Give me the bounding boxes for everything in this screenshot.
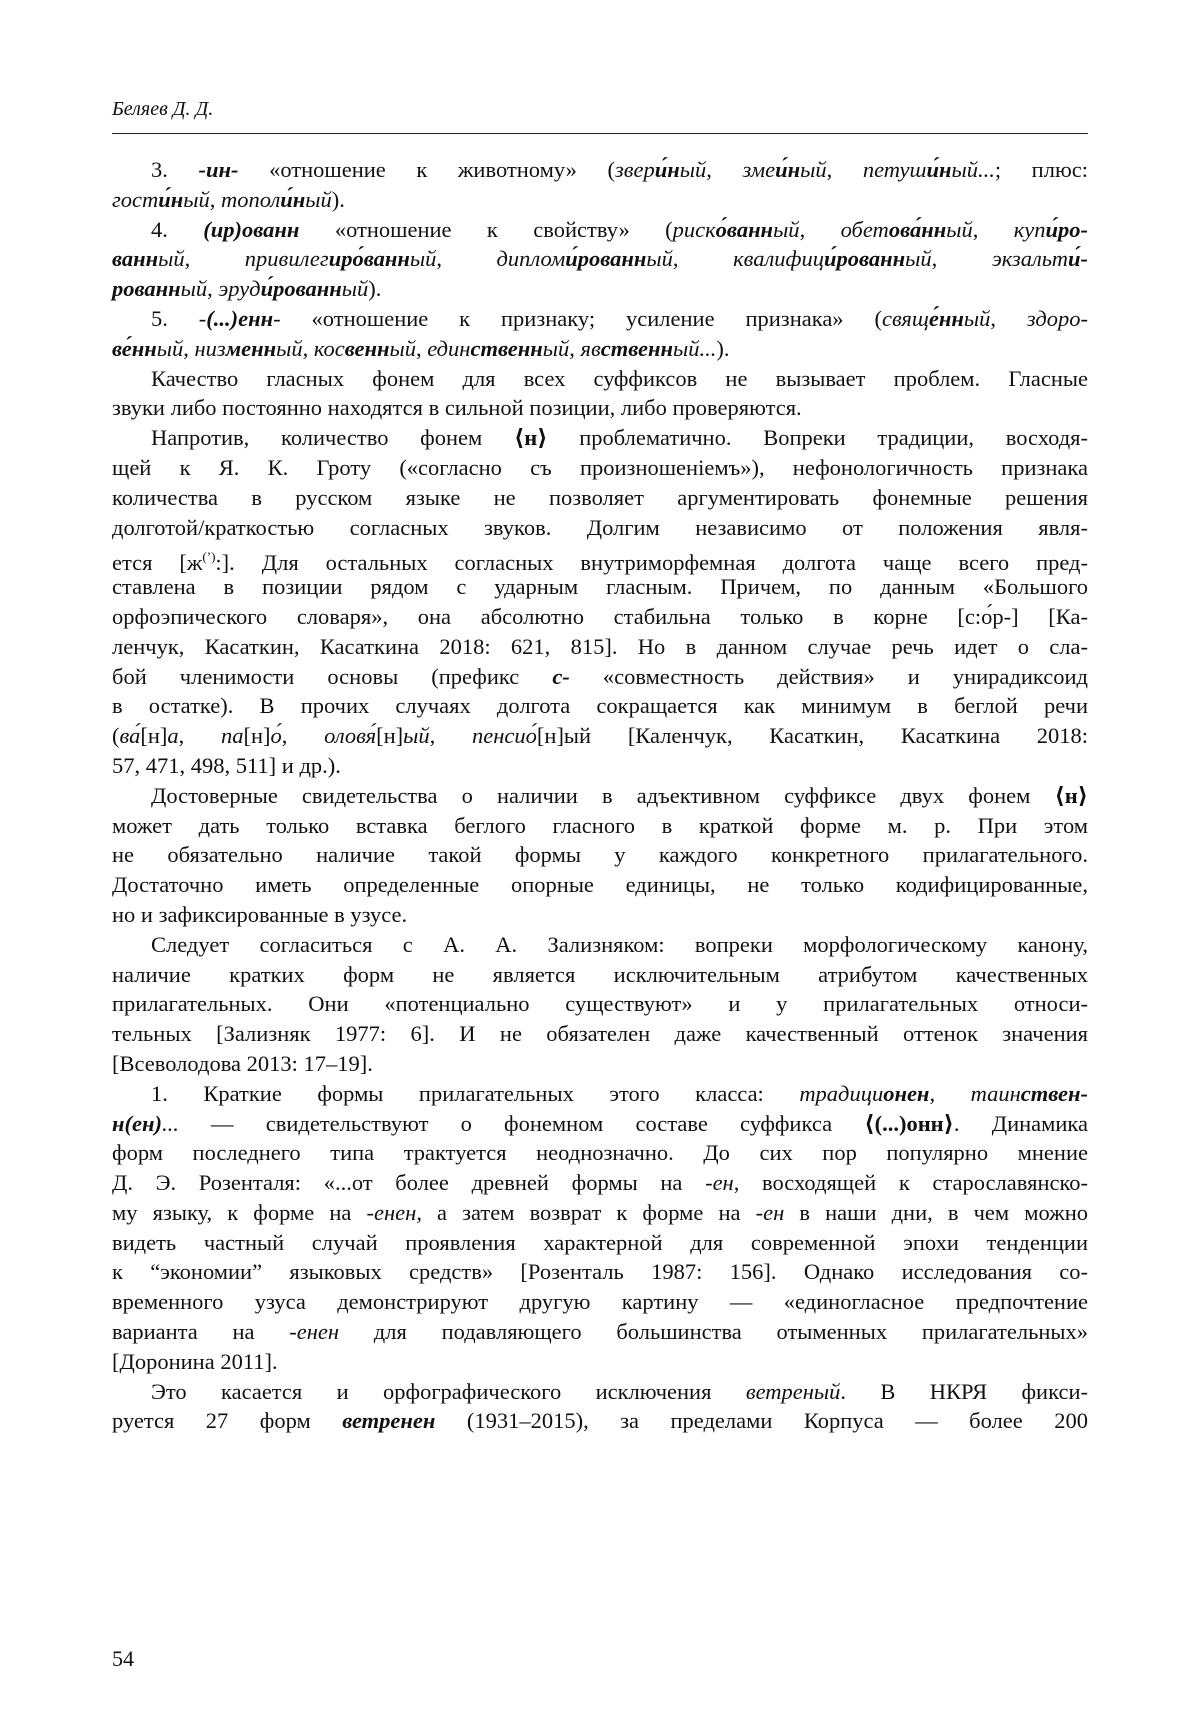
- text-run: ый: [341, 276, 369, 302]
- text-run: ⟨н⟩: [1054, 782, 1088, 808]
- text-run: и́н: [926, 157, 952, 182]
- text-run: -енен: [366, 1199, 417, 1225]
- text-line: [112, 1079, 1088, 1109]
- text-line: [112, 393, 1088, 423]
- text-run: ; плюс:: [994, 157, 1088, 182]
- text-run: ствен-: [1020, 1080, 1088, 1106]
- running-header: Беляев Д. Д.: [112, 98, 214, 120]
- text-line: [112, 453, 1088, 483]
- text-run: ый...: [951, 157, 995, 182]
- text-run: (ʼ): [202, 549, 216, 565]
- text-run: 5. -: [151, 305, 207, 331]
- text-run: (...)енн: [206, 305, 274, 331]
- text-run: обет: [840, 216, 889, 242]
- text-line: [112, 811, 1088, 841]
- paragraph: [112, 1079, 1088, 1377]
- text-run: проблематично. Вопреки традиции, восходя-: [547, 425, 1088, 451]
- text-run: кос: [313, 335, 345, 361]
- text-run: ставлена в позиции рядом с ударным гласным. Причем, по данным «Большого: [112, 574, 1088, 600]
- text-line: [112, 1347, 1088, 1377]
- text-run: :]. Для остальных согласных внутриморфемная долгота чаще всего пред-: [215, 550, 1089, 576]
- text-run: прилагательных. Они «потенциально существуют» и у прилагательных относи-: [112, 991, 1088, 1017]
- text-run: ве́нн: [112, 335, 157, 361]
- text-run: эруд: [218, 276, 261, 302]
- text-run: петуш: [862, 157, 927, 182]
- text-run: ,: [569, 335, 581, 361]
- text-run: 57, 471, 498, 511] и др.).: [112, 752, 341, 778]
- text-run: варианта на: [112, 1319, 290, 1345]
- text-line: [112, 185, 1088, 215]
- text-run: ется [ж: [112, 550, 203, 576]
- text-run: [н]: [140, 723, 168, 749]
- text-run: [Всеволодова 2013: 17–19].: [112, 1050, 373, 1076]
- text-line: [112, 1138, 1088, 1168]
- text-run: 4.: [151, 216, 204, 242]
- text-run: иро́ванн: [328, 246, 410, 272]
- text-run: онен: [883, 1080, 930, 1106]
- text-run: ,: [429, 723, 473, 749]
- text-run: ,: [416, 335, 428, 361]
- text-run: гост: [112, 186, 159, 212]
- text-line: [112, 870, 1088, 900]
- text-run: «отношение к животному» (: [238, 157, 615, 182]
- text-run: и́н: [775, 157, 801, 182]
- text-run: ).: [716, 335, 730, 361]
- text-line: [112, 662, 1088, 692]
- text-run: ова́нн: [888, 216, 947, 242]
- text-line: [112, 989, 1088, 1019]
- text-run: орфоэпического словаря», она абсолютно стабильна только в корне [с:о́р-] [Ка-: [112, 603, 1088, 629]
- text-line: [112, 691, 1088, 721]
- text-line: [112, 1228, 1088, 1258]
- text-run: 1. Краткие формы прилагательных этого класса:: [151, 1080, 800, 1106]
- text-line: [112, 781, 1088, 811]
- text-run: количества в русском языке не позволяет аргументировать фонемные решения: [112, 484, 1088, 510]
- text-run: и́н: [280, 186, 306, 212]
- text-line: [112, 334, 1088, 364]
- text-run: щей к Я. К. Гроту («согласно съ произношеніемъ»), нефонологичность признака: [112, 454, 1088, 480]
- text-run: ветренен: [342, 1408, 436, 1434]
- text-run: топол: [221, 186, 281, 212]
- text-run: ,: [281, 723, 325, 749]
- paragraph: [112, 1377, 1088, 1437]
- text-run: . Динамика: [953, 1110, 1089, 1136]
- text-run: руется 27 форм: [112, 1408, 343, 1434]
- text-run: не обязательно наличие такой формы у каждого конкретного прилагательного.: [112, 842, 1088, 868]
- text-run: и́н: [158, 186, 184, 212]
- text-run: н(ен): [112, 1110, 162, 1136]
- paragraph: [112, 155, 1088, 215]
- text-run: ветрен: [745, 1378, 814, 1404]
- text-run: [н]: [243, 723, 271, 749]
- text-run: рованн: [112, 276, 181, 302]
- text-run: куп: [1013, 216, 1046, 242]
- text-line: [112, 1257, 1088, 1287]
- text-line: [112, 1109, 1088, 1139]
- text-run: (1931–2015), за пределами Корпуса — более 200: [435, 1408, 1088, 1434]
- text-run: о́: [270, 723, 282, 749]
- text-line: [112, 155, 1088, 185]
- text-run: един: [427, 335, 471, 361]
- text-run: ый: [389, 335, 416, 361]
- text-line: [112, 900, 1088, 930]
- text-line: [112, 274, 1088, 304]
- body-text: [112, 155, 1088, 1436]
- paragraph: [112, 423, 1088, 781]
- text-run: ,: [436, 246, 497, 272]
- text-run: бой членимости основы (префикс: [112, 663, 553, 689]
- text-run: звуки либо постоянно находятся в сильной позиции, либо проверяются.: [112, 395, 802, 421]
- text-run: ,: [178, 723, 222, 749]
- text-run: ый: [800, 157, 827, 182]
- text-run: ый: [156, 335, 184, 361]
- text-run: ,: [990, 305, 1027, 331]
- text-run: традици: [799, 1080, 884, 1106]
- text-run: но и зафиксированные в узусе.: [112, 901, 408, 927]
- text-run: ,: [302, 335, 314, 361]
- text-run: ый: [963, 305, 991, 331]
- header-rule: [112, 133, 1088, 134]
- text-line: [112, 542, 1089, 576]
- text-run: — свидетельствуют о фонемном составе суффикса: [178, 1110, 865, 1136]
- paragraph: [112, 215, 1088, 304]
- text-line: [112, 572, 1088, 602]
- text-run: ,: [672, 246, 734, 272]
- text-run: ва́: [119, 723, 141, 749]
- text-run: па: [221, 723, 244, 749]
- text-run: [н]ый [Каленчук, Касаткин, Касаткина 2018:: [536, 723, 1089, 749]
- text-run: Напротив, количество фонем: [151, 425, 514, 451]
- text-run: ый: [813, 1378, 841, 1404]
- text-run: низ: [194, 335, 226, 361]
- text-run: ,: [183, 335, 195, 361]
- text-line: [112, 751, 1088, 781]
- text-run: (: [112, 723, 120, 749]
- paragraph: [112, 930, 1088, 1079]
- text-run: таин: [970, 1080, 1021, 1106]
- text-run: е́нн: [928, 305, 964, 331]
- text-run: ый: [158, 246, 185, 272]
- text-run: - «отношение к признаку; усиление признака» (: [273, 305, 882, 331]
- text-run: и́рованн: [565, 246, 647, 272]
- text-run: ,: [184, 246, 245, 272]
- text-run: , восходящей к старославянско-: [733, 1170, 1088, 1196]
- text-line: [112, 1019, 1088, 1049]
- text-line: [112, 423, 1088, 453]
- text-run: ленчук, Касаткин, Касаткина 2018: 621, 815]. Но в данном случае речь идет о сла-: [112, 633, 1088, 659]
- text-line: [112, 364, 1088, 394]
- text-run: яв: [580, 335, 601, 361]
- text-run: му языку, к форме на: [112, 1199, 367, 1225]
- text-line: [112, 930, 1088, 960]
- text-line: [112, 960, 1088, 990]
- text-line: [112, 1317, 1088, 1347]
- text-run: «отношение к свойству» (: [299, 216, 673, 242]
- text-run: ый: [183, 186, 210, 212]
- text-line: [112, 215, 1088, 245]
- text-run: оловя́: [324, 723, 377, 749]
- text-run: ,: [931, 246, 992, 272]
- text-run: ).: [331, 186, 345, 212]
- text-run: ый: [679, 157, 707, 182]
- text-line: [112, 602, 1088, 632]
- text-run: ).: [368, 276, 382, 302]
- text-run: видеть частный случай проявления характерной для современной эпохи тенденции: [112, 1229, 1088, 1255]
- text-run: . В НКРЯ фикси-: [840, 1378, 1088, 1404]
- text-run: форм последнего типа трактуется неоднозначно. До сих пор популярно мнение: [112, 1140, 1088, 1166]
- text-run: ,: [929, 1080, 971, 1106]
- paragraph: [112, 304, 1088, 364]
- text-run: и́рованн: [260, 276, 342, 302]
- paragraph: [112, 364, 1088, 424]
- text-run: менн: [225, 335, 277, 361]
- paragraph: [112, 781, 1088, 930]
- text-run: ый: [946, 216, 973, 242]
- text-run: зме: [742, 157, 776, 182]
- text-run: «совместность действия» и унирадиксоид: [569, 663, 1088, 689]
- text-run: (ир)ованн: [203, 216, 300, 242]
- text-line: [112, 632, 1088, 662]
- text-run: ственн: [600, 335, 673, 361]
- text-run: ый: [276, 335, 303, 361]
- text-run: наличие кратких форм не является исключительным атрибутом качественных: [112, 961, 1088, 987]
- text-line: [112, 1049, 1088, 1079]
- text-line: [112, 1168, 1088, 1198]
- text-run: ,: [706, 157, 743, 182]
- text-run: ый: [773, 216, 800, 242]
- text-run: [Доронина 2011].: [112, 1348, 278, 1374]
- text-run: и́ро-: [1045, 216, 1089, 242]
- text-run: квалифиц: [733, 246, 824, 272]
- text-line: [112, 1287, 1088, 1317]
- text-run: -ин-: [198, 157, 239, 182]
- text-line: [112, 840, 1088, 870]
- text-run: Качество гласных фонем для всех суффиксов не вызывает проблем. Гласные: [151, 365, 1088, 391]
- text-run: диплом: [496, 246, 566, 272]
- text-run: , а затем возврат к форме на: [416, 1199, 756, 1225]
- text-run: риск: [672, 216, 716, 242]
- text-run: -ен: [705, 1170, 734, 1196]
- text-line: [112, 1198, 1088, 1228]
- text-run: 3.: [151, 157, 199, 182]
- text-run: пенсио́: [472, 723, 537, 749]
- text-run: к “экономии” языковых средств» [Розенталь 1987: 156]. Однако исследования со-: [112, 1259, 1088, 1285]
- text-run: о́ванн: [715, 216, 774, 242]
- text-run: Следует согласиться с А. А. Зализняком: вопреки морфологическому канону,: [151, 931, 1088, 957]
- text-run: может дать только вставка беглого гласного в краткой форме м. р. При этом: [112, 812, 1088, 838]
- text-run: ванн: [112, 246, 159, 272]
- text-run: и́н: [654, 157, 680, 182]
- text-run: для подавляющего большинства отыменных прилагательных»: [339, 1319, 1088, 1345]
- text-run: ,: [799, 216, 841, 242]
- text-run: -ен: [755, 1199, 785, 1225]
- text-run: [н]: [376, 723, 404, 749]
- text-run: ый...: [672, 335, 717, 361]
- text-run: Достаточно иметь определенные опорные единицы, не только кодифицированные,: [112, 872, 1088, 898]
- text-run: в остатке). В прочих случаях долгота сокращается как минимум в беглой речи: [112, 693, 1088, 719]
- text-run: звер: [614, 157, 655, 182]
- text-run: Достоверные свидетельства о наличии в адъективном суффиксе двух фонем: [151, 782, 1055, 808]
- text-run: -енен: [289, 1319, 340, 1345]
- text-run: Д. Э. Розенталя: «...от более древней формы на: [112, 1170, 706, 1196]
- text-run: ⟨н⟩: [513, 425, 548, 451]
- text-run: ,: [826, 157, 863, 182]
- text-run: тельных [Зализняк 1977: 6]. И не обязателен даже качественный оттенок значения: [112, 1021, 1088, 1047]
- text-run: долготой/краткостью согласных звуков. Долгим независимо от положения явля-: [112, 514, 1088, 540]
- text-line: [112, 304, 1088, 334]
- text-run: ый: [542, 335, 570, 361]
- text-line: [112, 1406, 1088, 1436]
- page-number: 54: [112, 1646, 134, 1671]
- text-run: ,: [972, 216, 1014, 242]
- text-run: свящ: [881, 305, 929, 331]
- text-run: ый: [305, 186, 332, 212]
- text-run: в наши дни, в чем можно: [784, 1199, 1088, 1225]
- text-run: и́-: [1068, 246, 1089, 272]
- text-run: Это касается и орфографического исключения: [151, 1378, 746, 1404]
- text-run: ый: [409, 246, 437, 272]
- text-run: ый: [180, 276, 208, 302]
- text-run: ый: [403, 723, 430, 749]
- text-run: ⟨(...)онн⟩: [864, 1110, 954, 1136]
- text-run: венн: [344, 335, 390, 361]
- text-run: ственн: [470, 335, 543, 361]
- text-run: ,: [207, 276, 219, 302]
- text-run: временного узуса демонстрируют другую картину — «единогласное предпочтение: [112, 1289, 1088, 1315]
- text-run: здоро-: [1026, 305, 1089, 331]
- text-run: ,: [209, 186, 222, 212]
- text-run: экзальт: [991, 246, 1068, 272]
- text-run: а: [167, 723, 179, 749]
- text-line: [112, 513, 1088, 543]
- text-run: ый: [646, 246, 673, 272]
- text-line: [112, 244, 1088, 274]
- text-run: с-: [552, 663, 570, 689]
- text-line: [112, 1377, 1088, 1407]
- text-run: привилег: [244, 246, 329, 272]
- text-run: и́рованн: [824, 246, 906, 272]
- text-run: ый: [905, 246, 932, 272]
- text-line: [112, 483, 1088, 513]
- text-line: [112, 721, 1088, 751]
- text-run: ...: [161, 1110, 179, 1136]
